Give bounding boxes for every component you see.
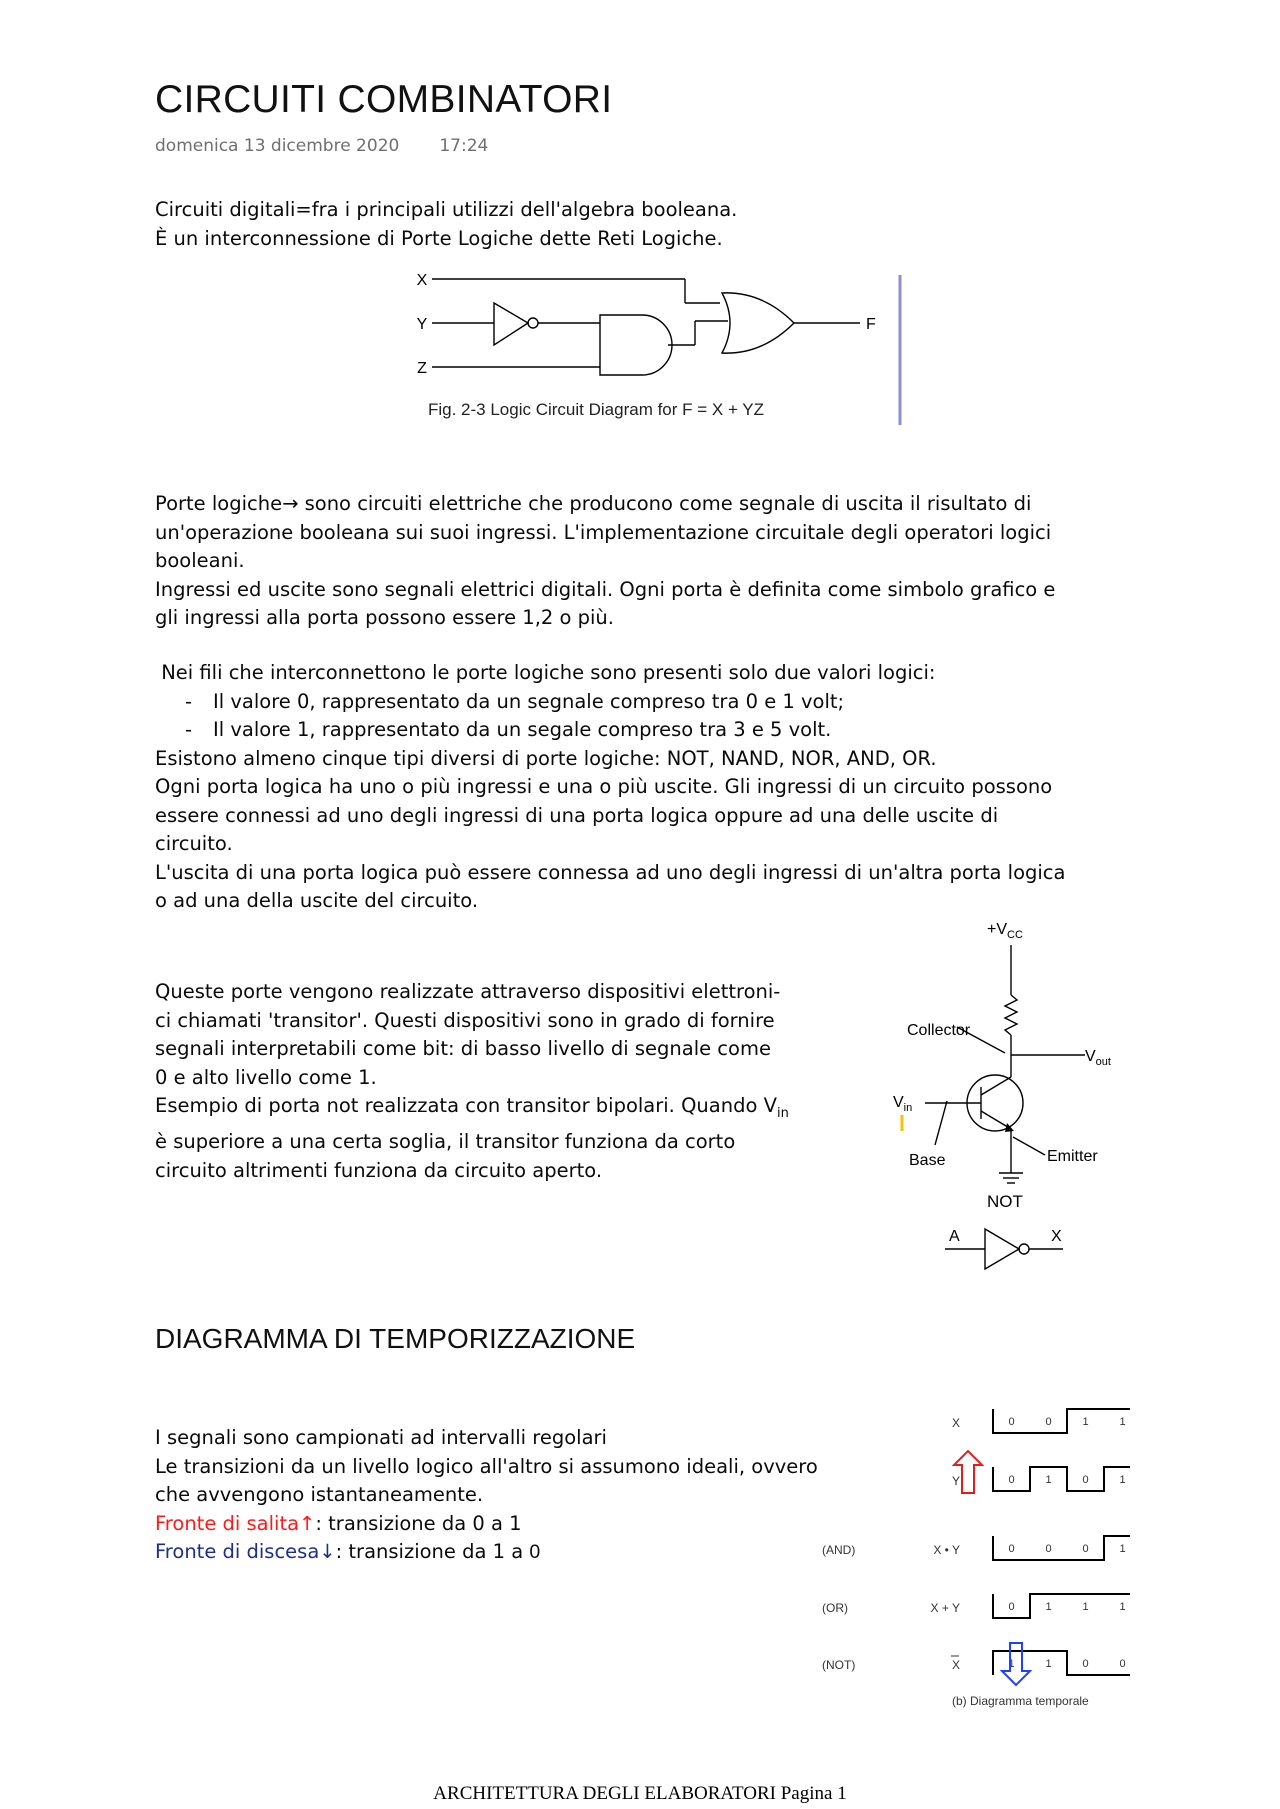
timing-bit: 1 [1082,1416,1089,1428]
timing-bit: 1 [1119,1601,1126,1613]
timing-caption: (b) Diagramma temporale [952,1694,1089,1708]
timing-bit: 1 [1008,1658,1015,1670]
collector-label: Collector [907,1022,971,1039]
text-line: Ingressi ed uscite sono segnali elettrici digitali. Ogni porta è definita come simbolo grafico e [155,577,1056,601]
timing-bit: 0 [1045,1416,1052,1428]
text-line: booleani. [155,549,245,572]
timing-bit: 0 [1082,1474,1089,1486]
circuit-output-f: F [866,316,876,333]
timing-bit: 0 [1119,1658,1126,1670]
page-footer: ARCHITETTURA DEGLI ELABORATORI Pagina 1 [433,1783,847,1804]
text-line [155,1092,789,1128]
page-title: CIRCUITI COMBINATORI [155,78,613,121]
timing-bit: 0 [1045,1543,1052,1555]
emitter-label: Emitter [1047,1148,1098,1165]
porte-paragraph [155,490,1055,633]
vin-subscript: in [776,1105,789,1121]
timing-bit: 1 [1082,1601,1089,1613]
timing-bit: 1 [1045,1658,1052,1670]
text-line: segnali interpretabili come bit: di basso livello di segnale come [155,1037,771,1060]
fall-end: 0 [529,1541,541,1563]
circuit-input-y: Y [416,316,428,333]
vout-label: $V_{out}$ [1085,1048,1111,1068]
list-item-text: Il valore 1, rappresentato da un segale compreso tra 3 e 5 volt. [213,718,832,741]
rise-label: Fronte di salita↑ [155,1511,316,1535]
intro-paragraph [155,196,737,253]
text-line: Queste porte vengono realizzate attraverso dispositivi elettroni- [155,980,781,1003]
timing-row-label: Y [951,1474,960,1488]
list-item: - Il valore 1, rappresentato da un segale compreso tra 3 e 5 volt. [185,718,832,741]
logic-circuit-diagram [410,265,910,435]
timing-row-label: X [951,1416,960,1430]
timing-bit: 1 [1045,1474,1052,1486]
text-line: è superiore a una certa soglia, il transitor funziona da corto [155,1130,736,1154]
timing-bit: 1 [1045,1601,1052,1613]
timing-bit: 0 [1008,1543,1015,1555]
text-line: Ogni porta logica ha uno o più ingressi e una o più uscite. Gli ingressi di un circuito possono [155,775,1053,798]
timing-row-prefix: (OR) [822,1601,848,1615]
timing-paragraph [155,1424,818,1567]
fall-arrow-icon [1002,1643,1030,1685]
transistor-paragraph [155,978,789,1185]
text-line: Porte logiche→ sono circuiti elettriche che producono come segnale di uscita il risultato di [155,492,1032,515]
timing-heading: DIAGRAMMA DI TEMPORIZZAZIONE [155,1323,636,1354]
text-line: un'operazione booleana sui suoi ingressi. L'implementazione circuitale degli operatori logici [155,520,1052,544]
text-line: gli ingressi alla porta possono essere 1,2 o più. [155,606,614,629]
page-date: domenica 13 dicembre 2020 [155,136,400,156]
timing-bit: 0 [1082,1543,1089,1555]
text-line: o ad una della uscite del circuito. [155,889,479,912]
timing-bit: 1 [1119,1474,1126,1486]
vin-label: $V_{in}$ [893,1094,913,1114]
timing-row-label: X + Y [930,1601,960,1615]
list-item: - Il valore 0, rappresentato da un segnale compreso tra 0 e 1 volt; [185,689,845,713]
text-line: essere connessi ad uno degli ingressi di una porta logica oppure ad una delle uscite di [155,803,999,827]
fall-label: Fronte di discesa↓ [155,1540,336,1563]
circuit-input-z: Z [417,360,427,377]
text-line: Nei fili che interconnettono le porte logiche sono presenti solo due valori logici: [155,661,936,684]
timing-diagram [810,1385,1130,1715]
text-line: circuito. [155,832,233,855]
timing-bit: 0 [1008,1474,1015,1486]
intro-line: Circuiti digitali=fra i principali utilizzi dell'algebra booleana. [155,198,738,221]
page-time: 17:24 [439,136,489,156]
intro-line: È un interconnessione di Porte Logiche dette Reti Logiche. [155,226,723,250]
circuit-input-x: X [416,272,428,289]
timing-row-prefix: (NOT) [822,1658,856,1672]
rise-line [155,1510,818,1539]
timing-bit: 0 [1082,1658,1089,1670]
not-output-label: X [1051,1228,1062,1245]
timing-bit: 1 [1119,1543,1126,1555]
timing-row-label: X • Y [933,1543,960,1557]
circuit-caption: Fig. 2-3 Logic Circuit Diagram for F = X + YZ [428,400,765,419]
not-label: NOT [987,1192,1023,1211]
text-line: ci chiamati 'transitor'. Questi dispositivi sono in grado di fornire [155,1008,775,1032]
transistor-diagram [885,915,1125,1285]
text-line: che avvengono istantaneamente. [155,1483,484,1506]
timing-bit: 1 [1119,1416,1126,1428]
timing-row-prefix: (AND) [822,1543,856,1557]
fall-line [155,1538,818,1567]
timing-row-label: X [951,1658,960,1672]
text-line: circuito altrimenti funziona da circuito aperto. [155,1158,603,1182]
timing-bit: 0 [1008,1416,1015,1428]
page-meta [155,136,488,156]
text-line: Esistono almeno cinque tipi diversi di porte logiche: NOT, NAND, NOR, AND, OR. [155,746,937,770]
vcc-label: $+V_{CC}$ [987,921,1023,941]
timing-bit: 0 [1008,1601,1015,1613]
text-line: 0 e alto livello come 1. [155,1065,377,1089]
rise-text: : transizione da 0 a 1 [315,1511,522,1535]
text-line: L'uscita di una porta logica può essere connessa ad uno degli ingressi di un'altra porta logica [155,860,1066,884]
list-item-text: Il valore 0, rappresentato da un segnale compreso tra 0 e 1 volt; [213,689,845,713]
text-line: I segnali sono campionati ad intervalli regolari [155,1426,607,1449]
base-label: Base [909,1152,946,1169]
fili-paragraph [155,659,1065,916]
text-line-part: Esempio di porta not realizzata con transitor bipolari. Quando V [155,1094,777,1117]
fall-text: : transizione da 1 a [335,1540,530,1563]
not-input-label: A [949,1228,960,1245]
text-line: Le transizioni da un livello logico all'altro si assumono ideali, ovvero [155,1454,818,1478]
